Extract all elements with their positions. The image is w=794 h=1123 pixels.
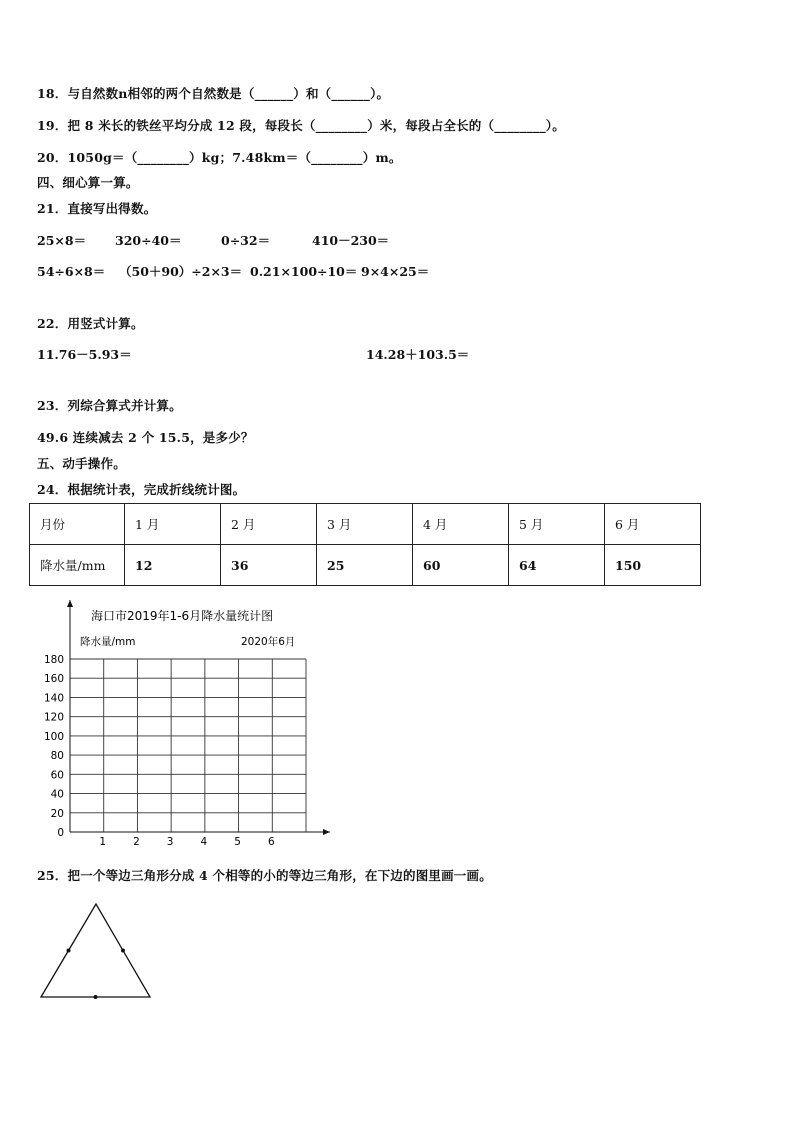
chart-y-label: 降水量/mm <box>80 636 136 648</box>
calc-item: 54÷6×8＝ <box>37 264 106 279</box>
calc-item: 0÷32＝ <box>221 233 271 248</box>
table-cell: 3 月 <box>317 504 413 545</box>
table-cell: 64 <box>509 545 605 586</box>
y-tick-label: 0 <box>57 827 64 839</box>
table-cell: 12 <box>125 545 221 586</box>
table-cell: 25 <box>317 545 413 586</box>
x-tick-label: 4 <box>200 836 208 848</box>
y-tick-label: 180 <box>43 654 64 666</box>
y-tick-label: 60 <box>50 769 64 782</box>
question-23-text: 49.6 连续减去 2 个 15.5，是多少？ <box>37 430 254 445</box>
calc-item: 25×8＝ <box>37 233 87 248</box>
question-21: 21．直接写出得数。 <box>37 201 157 216</box>
chart-date-note: 2020年6月 <box>241 636 296 648</box>
chart-title: 海口市2019年1-6月降水量统计图 <box>91 609 274 623</box>
triangle-outline <box>41 904 150 997</box>
question-24: 24．根据统计表，完成折线统计图。 <box>37 482 246 497</box>
vertical-calc-item: 14.28＋103.5＝ <box>366 347 470 362</box>
table-cell: 60 <box>413 545 509 586</box>
section-5-heading: 五、动手操作。 <box>37 456 126 471</box>
table-cell: 2 月 <box>221 504 317 545</box>
table-cell: 1 月 <box>125 504 221 545</box>
x-tick-label: 2 <box>133 836 140 848</box>
calc-item: （50＋90）÷2×3＝ <box>119 264 243 279</box>
table-cell: 5 月 <box>509 504 605 545</box>
question-22: 22．用竖式计算。 <box>37 316 144 331</box>
midpoint-dot-bottom <box>94 995 98 999</box>
table-cell: 6 月 <box>605 504 701 545</box>
question-18: 18．与自然数n相邻的两个自然数是（______）和（______）。 <box>37 86 390 101</box>
table-header-month: 月份 <box>30 504 125 545</box>
x-tick-label: 1 <box>99 836 107 848</box>
calc-item: 0.21×100÷10＝ <box>250 264 358 279</box>
y-tick-label: 100 <box>43 730 64 743</box>
x-tick-label: 3 <box>166 836 174 848</box>
y-tick-label: 20 <box>50 807 64 820</box>
question-19: 19．把 8 米长的铁丝平均分成 12 段，每段长（________）米，每段占全长的（________）。 <box>37 118 565 133</box>
y-tick-label: 140 <box>43 692 64 705</box>
x-tick-label: 5 <box>234 836 241 848</box>
y-tick-label: 160 <box>43 673 64 686</box>
calc-item: 320÷40＝ <box>115 233 182 248</box>
question-23: 23．列综合算式并计算。 <box>37 398 182 413</box>
calc-item: 410－230＝ <box>312 233 390 248</box>
vertical-calc-item: 11.76－5.93＝ <box>37 347 132 362</box>
calc-item: 9×4×25＝ <box>361 264 430 279</box>
midpoint-dot-right <box>121 949 125 953</box>
question-25: 25．把一个等边三角形分成 4 个相等的小的等边三角形，在下边的图里画一画。 <box>37 868 492 883</box>
section-4-heading: 四、细心算一算。 <box>37 175 139 190</box>
x-tick-label: 6 <box>267 836 275 848</box>
y-tick-label: 40 <box>50 788 64 801</box>
midpoint-dot-left <box>67 949 71 953</box>
y-tick-label: 120 <box>43 711 64 724</box>
y-tick-label: 80 <box>50 750 64 763</box>
table-cell: 150 <box>605 545 701 586</box>
question-20: 20．1050g＝（________）kg；7.48km＝（________）m。 <box>37 150 402 165</box>
table-header-rainfall: 降水量/mm <box>30 545 125 586</box>
table-cell: 4 月 <box>413 504 509 545</box>
table-cell: 36 <box>221 545 317 586</box>
